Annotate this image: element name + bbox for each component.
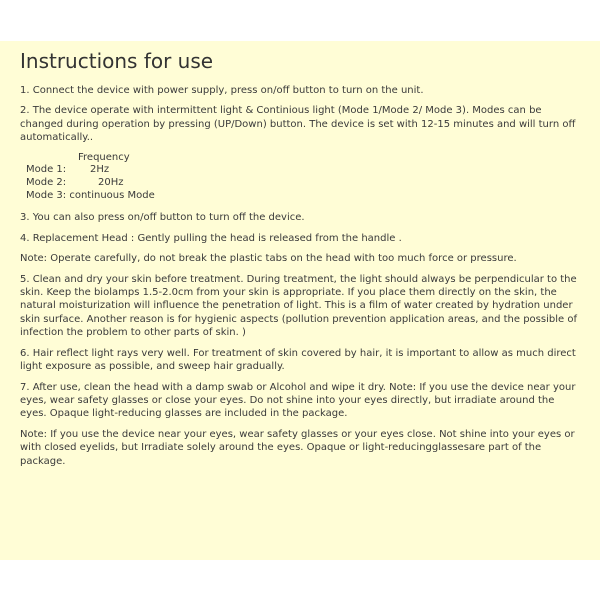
mode-value: 2Hz [90, 164, 110, 176]
frequency-row [20, 177, 582, 190]
instruction-step-6: 6. Hair reflect light rays very well. For treatment of skin covered by hair, it is important to allow as much direct light exposure as possible, and sweep hair gradually. [20, 347, 576, 373]
mode-label: Mode 2: [26, 177, 67, 189]
mode-label: Mode 1: [26, 164, 67, 176]
frequency-header: Frequency [78, 151, 130, 163]
instructions-panel [0, 41, 600, 560]
instruction-step-2: 2. The device operate with intermittent light & Continious light (Mode 1/Mode 2/ Mode 3). Modes can be changed during operation by pressing (UP/Down) button. The device is set with 12-15 minutes and will turn off automatically.. [20, 105, 576, 144]
frequency-table [20, 152, 582, 203]
frequency-row [20, 190, 582, 203]
instruction-step-7: 7. After use, clean the head with a damp swab or Alcohol and wipe it dry. Note: If you use the device near your eyes, wear safety glasses or close your eyes. Do not shine into your eyes directly, but irradiate around the eyes. Opaque light-reducing glasses are included in the package. [20, 381, 576, 420]
instruction-step-1: 1. Connect the device with power supply, press on/off button to turn on the unit. [20, 85, 424, 96]
page-title: Instructions for use [20, 49, 214, 73]
note-eyes: Note: If you use the device near your eyes, wear safety glasses or your eyes close. Not shine into your eyes or with closed eyelids, but Irradiate solely around the eyes. Opaque or light-reducingglassesare part of the package. [20, 428, 575, 467]
instruction-step-3: 3. You can also press on/off button to turn off the device. [20, 212, 305, 224]
mode-value: 20Hz [98, 177, 124, 189]
mode-value: continuous Mode [69, 189, 155, 201]
instruction-step-5: 5. Clean and dry your skin before treatment. During treatment, the light should always be perpendicular to the skin. Keep the biolamps 1.5-2.0cm from your skin is appropriate. If you place them directly on the skin, the natural moisturization will influence the penetration of light. This is a film of water created by hydration under skin surface. Another reason is for hygienic aspects (pollution prevention application areas, and the possible of infection the problem to other parts of skin. ) [20, 273, 577, 339]
mode-label: Mode 3: [26, 189, 67, 201]
instruction-step-4: 4. Replacement Head : Gently pulling the head is released from the handle . [20, 232, 402, 244]
note-handling: Note: Operate carefully, do not break the plastic tabs on the head with too much force or pressure. [20, 253, 517, 265]
frequency-row [20, 164, 582, 177]
